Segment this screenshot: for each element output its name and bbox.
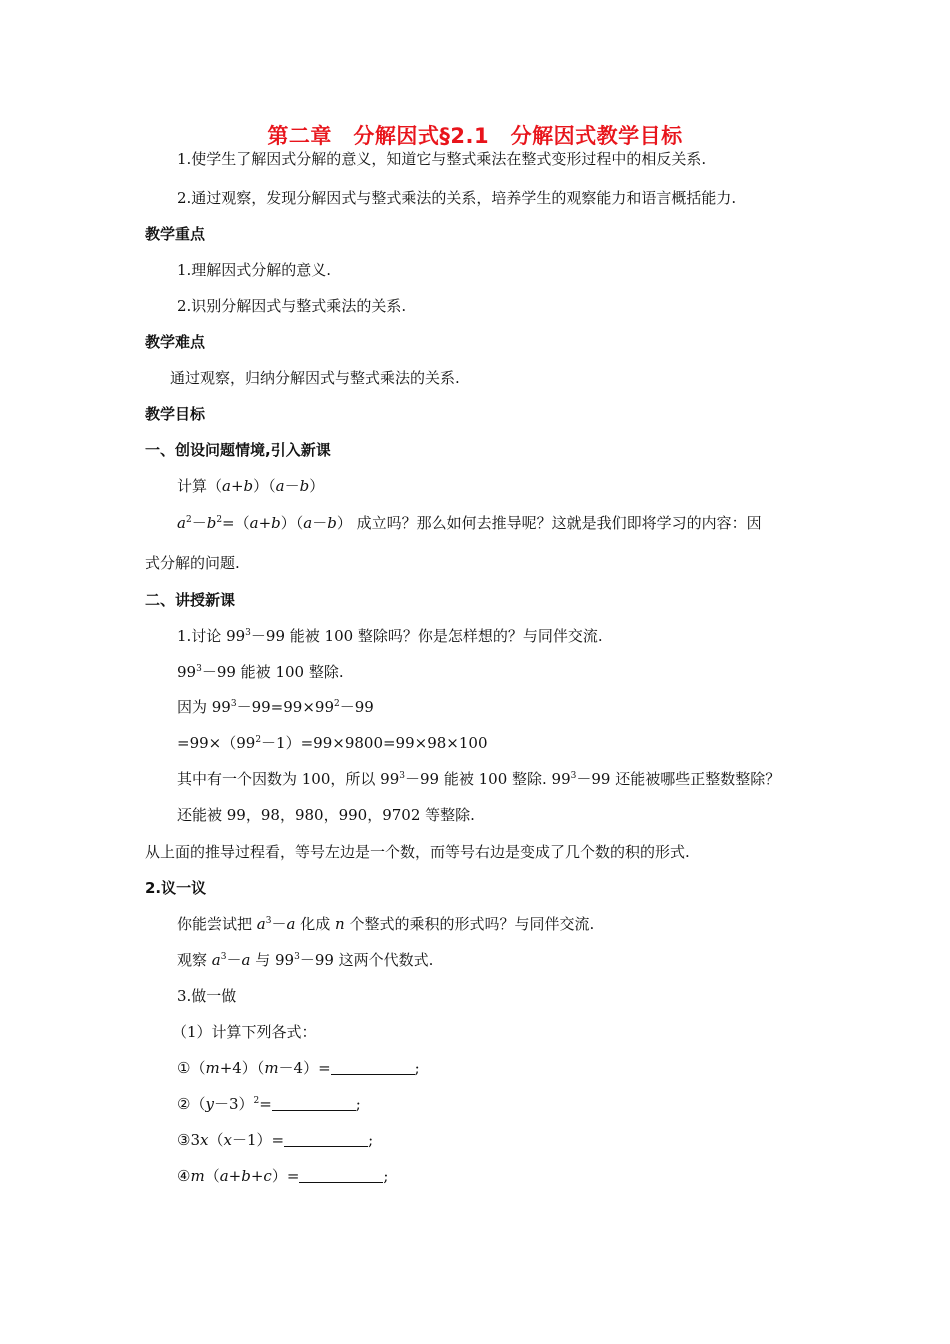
exercise-1: ①（m+4）（m－4）= ; [177, 1059, 420, 1077]
section3-heading: 2.议一议 [145, 879, 207, 897]
key-point-2: 2.识别分解因式与整式乘法的关系. [177, 297, 407, 315]
answer-blank[interactable] [284, 1132, 368, 1147]
try-line-2: 观察 $a^3-a$ 与 $99^3-99$ 这两个代数式. [177, 951, 434, 969]
discussion-7: 从上面的推导过程看，等号左边是一个数，而等号右边是变成了几个数的积的形式. [145, 843, 690, 861]
discussion-6: 还能被 99，98，980，990，9702 等整除. [177, 806, 475, 824]
section1-heading: 一、创设问题情境,引入新课 [145, 441, 331, 459]
discussion-3: 因为 $99^3-99=99\times 99^2-99$ [177, 698, 374, 716]
objective-2: 2.通过观察，发现分解因式与整式乘法的关系，培养学生的观察能力和语言概括能力. [177, 189, 737, 207]
key-point-1: 1.理解因式分解的意义. [177, 261, 332, 279]
exercise-2: $②(y-3)^2=$ ; [177, 1095, 361, 1113]
section2-heading: 二、讲授新课 [145, 591, 236, 609]
calc-expression: 计算（a+b）（a－b） [177, 477, 325, 495]
discussion-2: $99^3-99$ 能被 100 整除. [177, 663, 344, 681]
difficulties-heading: 教学难点 [145, 333, 206, 351]
question-line-2: 式分解的问题. [145, 554, 240, 572]
question-line-1: $a^2-b^2=(a+b)(a-b)$ 成立吗？那么如何去推导呢？这就是我们即将学习的内容：因 [177, 514, 762, 532]
answer-blank[interactable] [331, 1060, 415, 1075]
exercise-4: ④m（a+b+c）= ; [177, 1167, 389, 1185]
try-line-1: 你能尝试把 $a^3-a$ 化成 n 个整式的乘积的形式吗？与同伴交流. [177, 915, 595, 933]
answer-blank[interactable] [272, 1096, 356, 1111]
discussion-5: 其中有一个因数为 100，所以 $99^3-99$ 能被 100 整除. $99^3-99$ 还能被哪些正整数整除？ [177, 770, 781, 788]
calc-instructions: （1）计算下列各式： [172, 1023, 317, 1041]
exercise-3: ③3x（x－1）= ; [177, 1131, 374, 1149]
objective-1: 1.使学生了解因式分解的意义，知道它与整式乘法在整式变形过程中的相反关系. [177, 150, 707, 168]
do-it-heading: 3.做一做 [177, 987, 237, 1005]
key-points-heading: 教学重点 [145, 225, 206, 243]
answer-blank[interactable] [299, 1168, 383, 1183]
difficulties-text: 通过观察，归纳分解因式与整式乘法的关系. [170, 369, 460, 387]
discussion-1: 1.讨论 $99^3-99$ 能被 100 整除吗？你是怎样想的？与同伴交流. [177, 627, 603, 645]
discussion-4: $=99\times(99^2-1)=99\times 9800=99\times 98\times 100$ [177, 734, 488, 752]
page-title: 第二章 分解因式§2.1 分解因式教学目标 [267, 124, 683, 148]
process-heading: 教学目标 [145, 405, 206, 423]
